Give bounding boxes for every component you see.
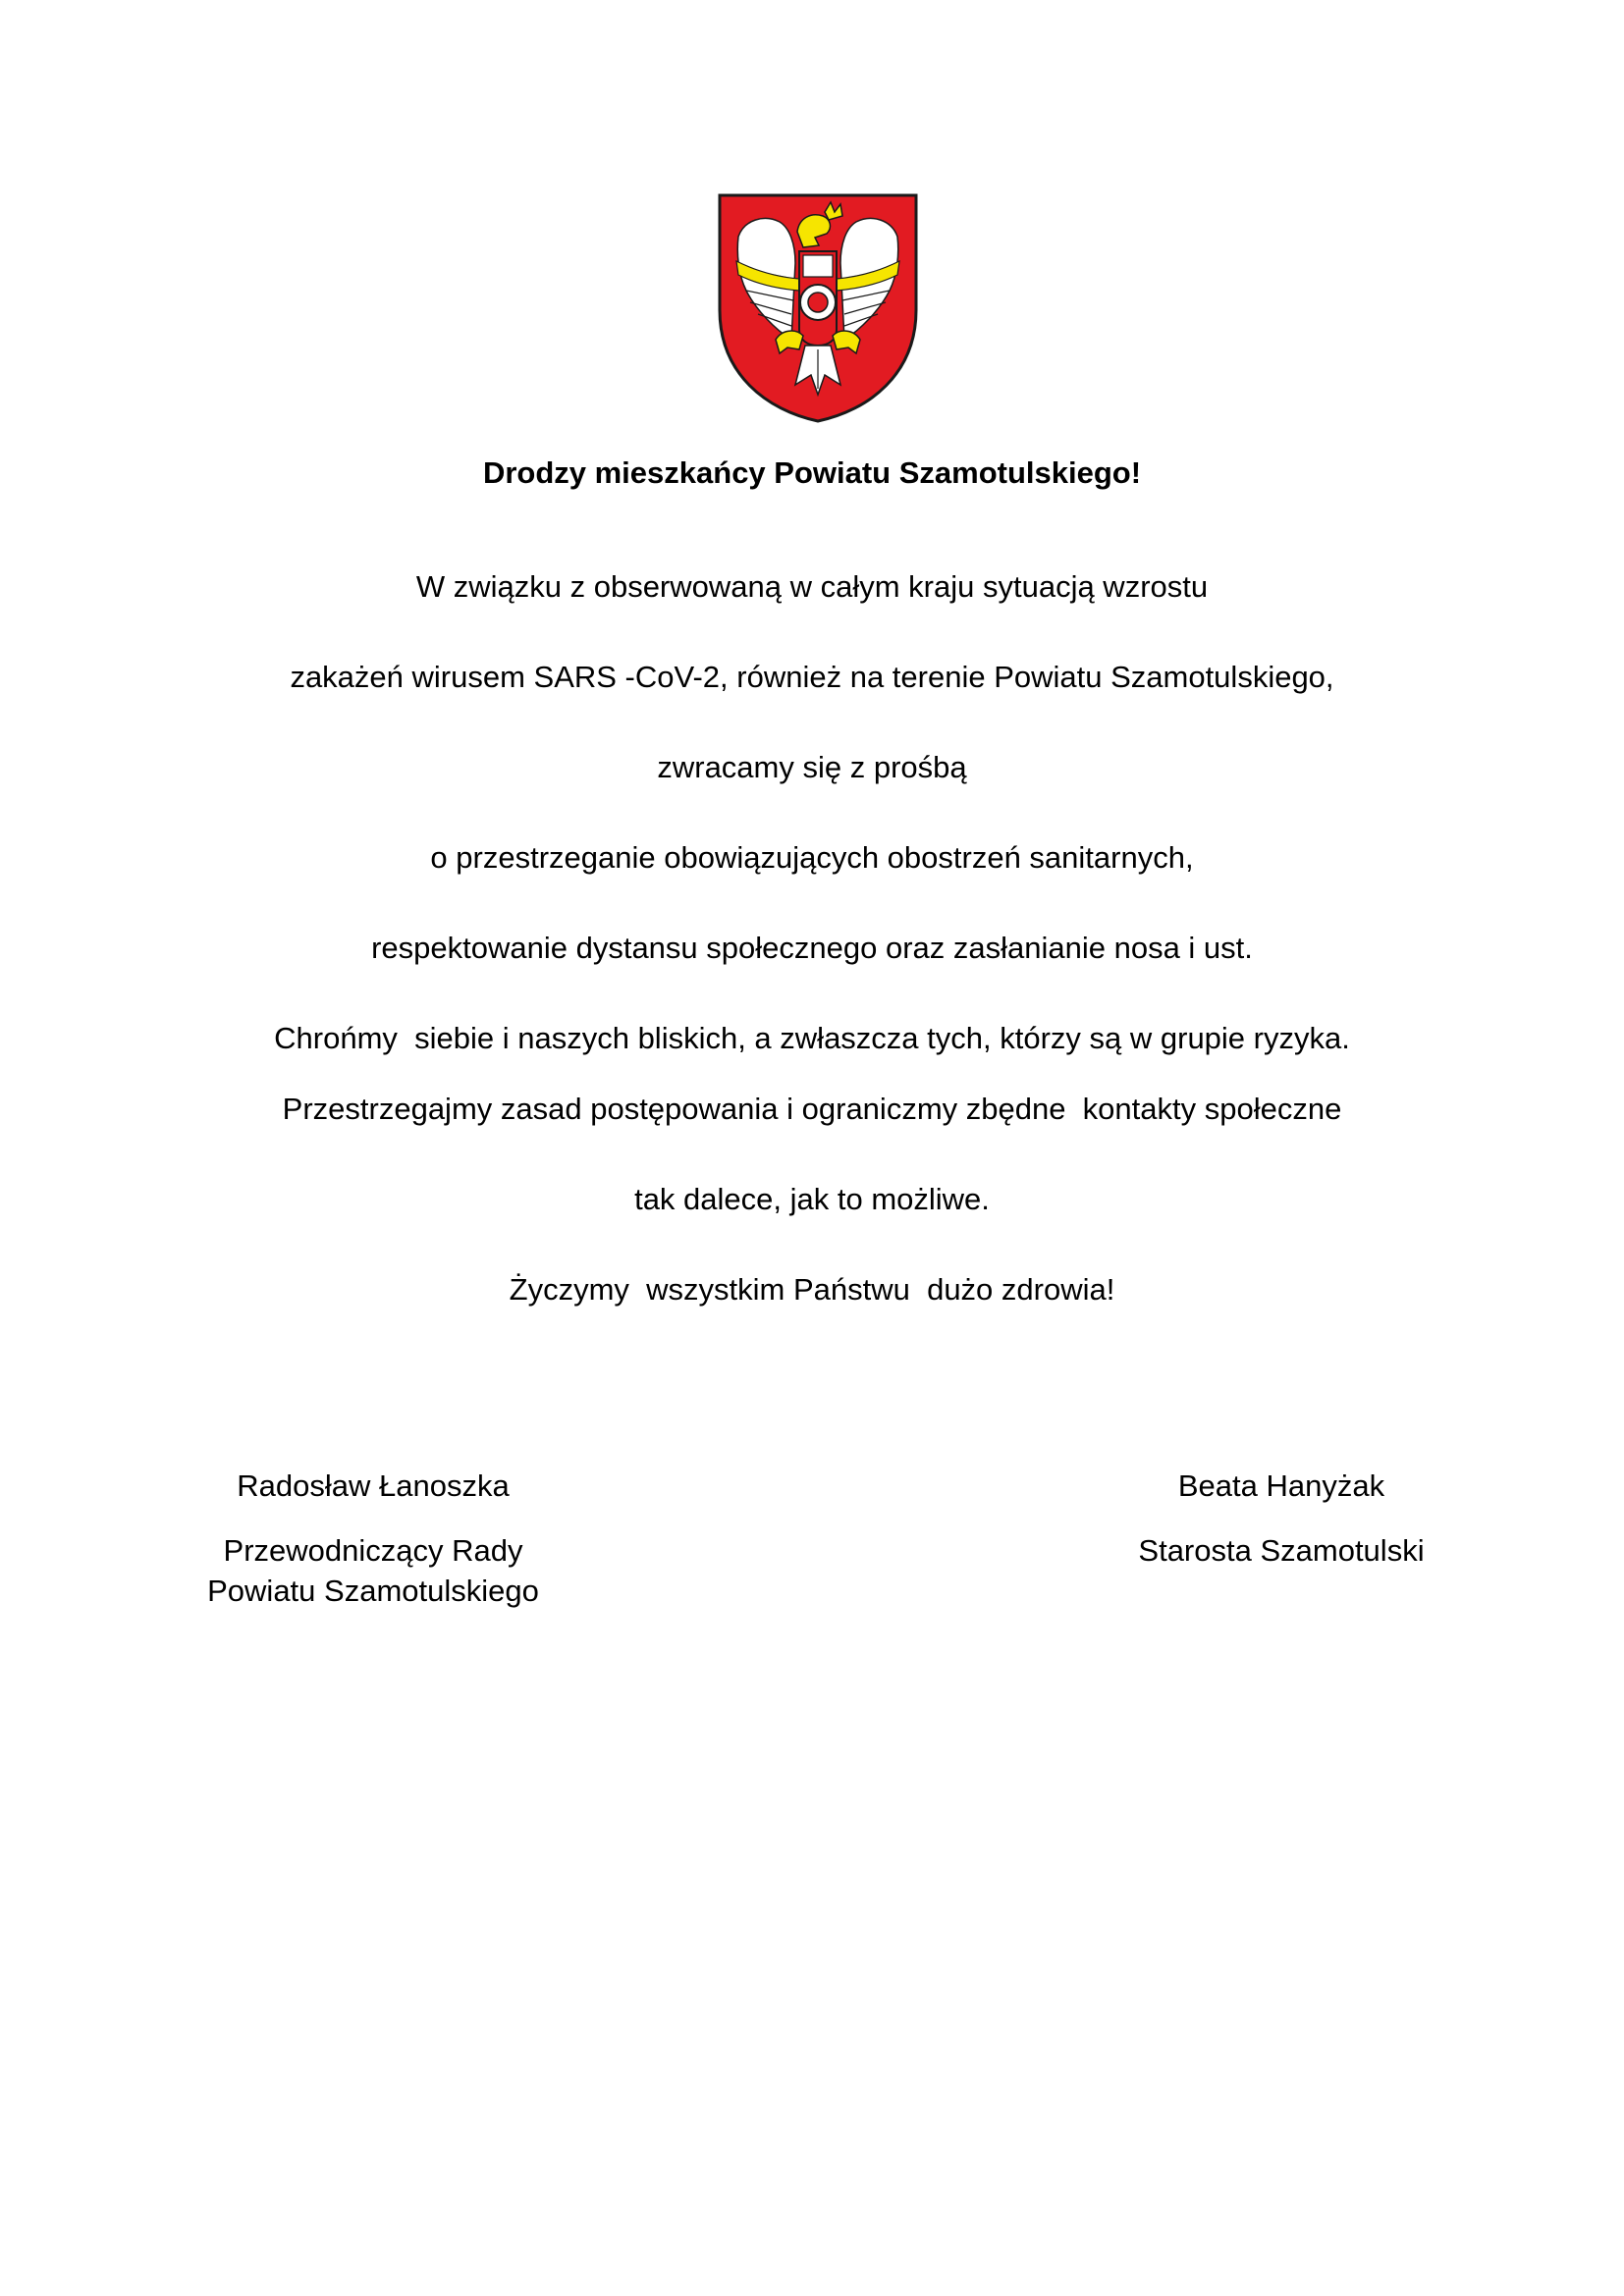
signature-right-name: Beata Hanyżak bbox=[1177, 1468, 1385, 1503]
signature-left-name: Radosław Łanoszka bbox=[237, 1468, 510, 1503]
body-line: o przestrzeganie obowiązujących obostrzeń sanitarnych, bbox=[430, 840, 1194, 875]
body-line: W związku z obserwowaną w całym kraju sytuacją wzrostu bbox=[415, 569, 1209, 604]
body-line: respektowanie dystansu społecznego oraz zasłanianie nosa i ust. bbox=[371, 931, 1253, 965]
signature-left-role: Przewodniczący Rady bbox=[223, 1533, 523, 1568]
coat-of-arms-icon bbox=[717, 192, 919, 424]
body-line: zakażeń wirusem SARS -CoV-2, również na terenie Powiatu Szamotulskiego, bbox=[290, 660, 1334, 694]
signature-left-role: Powiatu Szamotulskiego bbox=[207, 1574, 539, 1608]
page-title: Drodzy mieszkańcy Powiatu Szamotulskiego! bbox=[482, 455, 1142, 490]
body-line: zwracamy się z prośbą bbox=[657, 750, 967, 784]
signature-right-role: Starosta Szamotulski bbox=[1138, 1533, 1425, 1568]
body-line: Życzymy wszystkim Państwu dużo zdrowia! bbox=[509, 1272, 1115, 1307]
body-line: tak dalece, jak to możliwe. bbox=[634, 1182, 990, 1216]
body-line: Chrońmy siebie i naszych bliskich, a zwłaszcza tych, którzy są w grupie ryzyka. bbox=[274, 1021, 1350, 1055]
body-line: Przestrzegajmy zasad postępowania i ograniczmy zbędne kontakty społeczne bbox=[282, 1092, 1342, 1126]
